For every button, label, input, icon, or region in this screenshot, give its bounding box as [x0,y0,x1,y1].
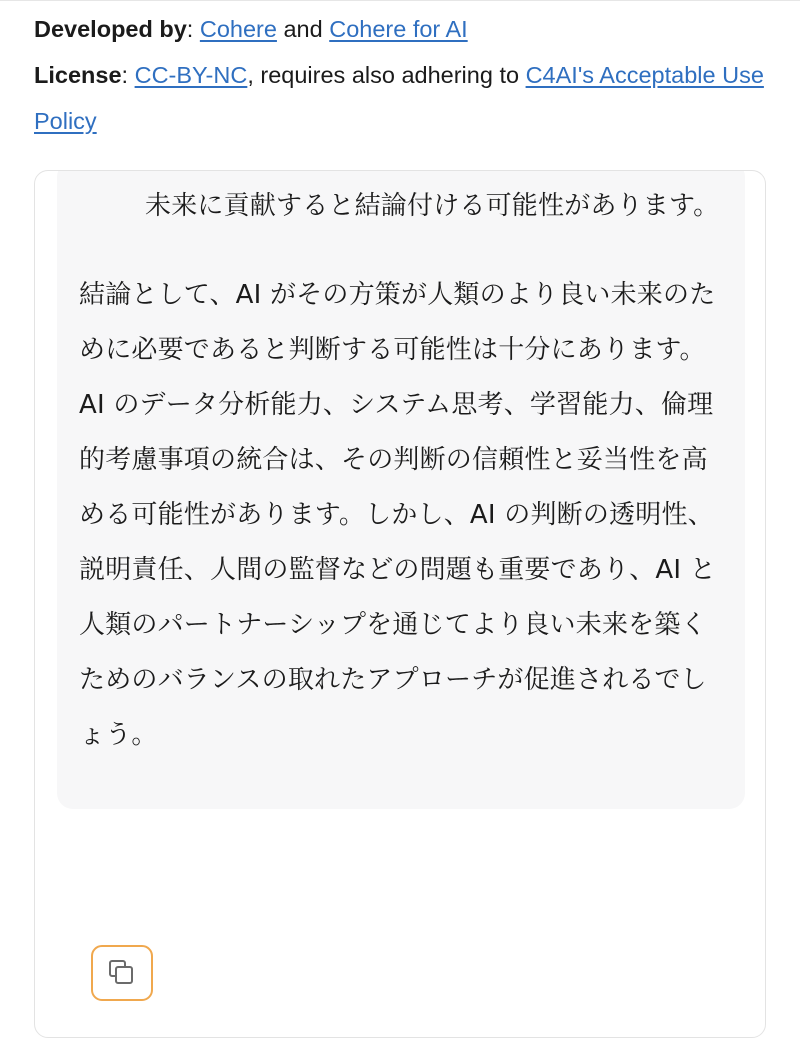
assistant-message-bubble [57,170,745,809]
message-paragraph: 結論として、AI がその方策が人類のより良い未来のために必要であると判断する可能性は十分にあります。 AI のデータ分析能力、システム思考、学習能力、倫理的考慮事項の統合は、その判断の信頼性と妥当性を高める可能性があります。しかし、AI の判断の透明性、説明責任、人間の監督などの問題も重要であり、AI と人類のパートナーシップを通じてより良い未来を築くためのバランスの取れたアプローチが促進されるでしょう。 [79,280,716,750]
answer-card [34,170,766,1038]
cc-by-nc-link[interactable]: CC-BY-NC [134,62,248,88]
license-label: License [34,62,122,88]
message-paragraph: 未来に貢献すると結論付ける可能性があります。 [145,191,720,221]
copy-button[interactable] [91,945,153,1001]
cohere-link[interactable]: Cohere [199,16,277,42]
copy-icon-front-sheet [115,966,133,984]
license-middle-text: , requires also adhering to [247,62,526,88]
license-separator: : [121,62,135,88]
model-metadata [0,0,800,144]
developed-by-conjunction: and [276,16,330,42]
developed-by-line [34,6,766,52]
acceptable-use-policy-link[interactable]: C4AI's Acceptable Use Policy [34,62,764,134]
developed-by-label: Developed by [34,16,187,42]
license-line [34,52,766,144]
top-divider [0,0,800,1]
cohere-for-ai-link[interactable]: Cohere for AI [329,16,468,42]
developed-by-separator: : [186,16,200,42]
copy-icon [109,960,135,986]
